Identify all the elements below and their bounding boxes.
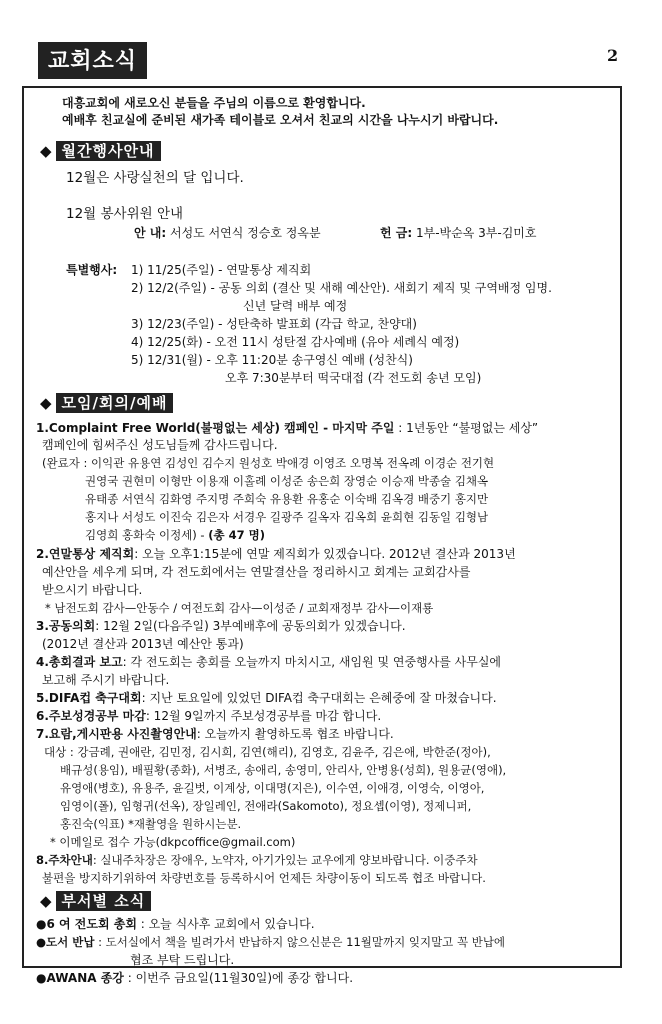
meeting-line: 예산안을 세우게 되며, 각 전도회에서는 연말결산을 정리하시고 회계는 교회감사를 xyxy=(42,565,471,579)
meeting-line: 유태종 서연식 김화영 주지명 주희숙 유용환 유홍순 이숙배 김옥경 배중기 홍지만 xyxy=(85,492,489,506)
volunteers-title: 12월 봉사위원 안내 xyxy=(66,206,184,222)
page-title: 교회소식 xyxy=(38,42,147,79)
meeting-line: 대상 : 강금례, 권애란, 김민정, 김시희, 김연(해리), 김영호, 김윤주, 김은애, 박한준(정아), xyxy=(44,745,491,759)
meeting-line: 유영애(병호), 유용주, 윤길벗, 이계상, 이대명(지은), 이수연, 이애경, 이영숙, 이영아, xyxy=(60,781,485,795)
meeting-line: * 남전도회 감사—안동수 / 여전도회 감사—이성준 / 교회재정부 감사—이재룡 xyxy=(45,601,434,615)
meeting-line: 불편을 방지하기위하여 차량번호를 등록하시어 언제든 차량이동이 되도록 협조 바랍니다. xyxy=(42,871,486,885)
events-label: 특별행사: xyxy=(66,263,118,277)
meeting-line: 임영이(폴), 임형귀(선옥), 장일레인, 전애라(Sakomoto), 정요셉(이영), 정제니퍼, xyxy=(60,799,472,813)
event-item: 2) 12/2(주일) - 공동 의회 (결산 및 새해 예산안). 새회기 제직 및 구역배정 임명. xyxy=(131,281,552,295)
meeting-line: (완료자 : 이익관 유용연 김성인 김수지 원성호 박애경 이영조 오명복 전옥례 이경순 전기현 xyxy=(42,456,495,470)
diamond-icon: ◆ xyxy=(40,892,52,910)
meeting-line: 홍진숙(익표) *재촬영을 원하시는분. xyxy=(60,817,242,831)
offering-row: 헌 금: 1부-박순옥 3부-김미호 xyxy=(380,226,537,240)
event-item: 오후 7:30분부터 떡국대접 (각 전도회 송년 모임) xyxy=(225,371,482,385)
meeting-item-4: 4.총회결과 보고: 각 전도회는 총회를 오늘까지 마치시고, 새임원 및 연중행사를 사무실에 xyxy=(36,655,501,669)
meeting-line: 보고해 주시기 바랍니다. xyxy=(42,673,170,687)
monthly-theme: 12월은 사랑실천의 달 입니다. xyxy=(66,170,244,186)
event-item: 3) 12/23(주일) - 성탄축하 발표회 (각급 학교, 찬양대) xyxy=(131,317,417,331)
department-item: ●6 여 전도회 총회 : 오늘 식사후 교회에서 있습니다. xyxy=(36,917,315,931)
event-item: 5) 12/31(월) - 오후 11:20분 송구영신 예배 (성찬식) xyxy=(131,353,413,367)
diamond-icon: ◆ xyxy=(40,142,52,160)
usher-row: 안 내: 서성도 서연식 정승호 정옥분 xyxy=(134,226,321,240)
meeting-item-5: 5.DIFA컵 축구대회: 지난 토요일에 있었던 DIFA컵 축구대회는 은혜중에 잘 마쳤습니다. xyxy=(36,691,497,705)
diamond-icon: ◆ xyxy=(40,394,52,412)
meeting-item-1: 1.Complaint Free World(불평없는 세상) 캠페인 - 마지막 주일 : 1년동안 “불평없는 세상” xyxy=(36,421,539,435)
event-item: 신년 달력 배부 예정 xyxy=(243,299,348,313)
section-heading-monthly: ◆ 월간행사안내 xyxy=(40,140,161,161)
welcome-line: 예배후 친교실에 준비된 새가족 테이블로 오셔서 친교의 시간을 나누시기 바랍니다. xyxy=(62,113,499,127)
meeting-item-8: 8.주차안내: 실내주차장은 장애우, 노약자, 아기가있는 교우에게 양보바랍니다. 이중주차 xyxy=(36,853,478,867)
section-heading-departments: ◆ 부서별 소식 xyxy=(40,890,151,911)
meeting-line: 권영국 권현미 이형만 이용재 이홀례 이성준 송은희 장영순 이승재 박종술 김채옥 xyxy=(85,474,489,488)
meeting-item-7: 7.요람,게시판용 사진촬영안내: 오늘까지 촬영하도록 협조 바랍니다. xyxy=(36,727,394,741)
meeting-line: 받으시기 바랍니다. xyxy=(42,583,143,597)
department-item: ●AWANA 종강 : 이번주 금요일(11월30일)에 종강 합니다. xyxy=(36,971,354,985)
page-number: 2 xyxy=(607,46,619,65)
meeting-line: 배규성(용임), 배필황(종화), 서병조, 송애리, 송영미, 안리사, 안병용(성희), 원용균(영애), xyxy=(60,763,507,777)
section-heading-meetings: ◆ 모임/회의/예배 xyxy=(40,392,173,413)
welcome-message xyxy=(62,95,498,129)
department-line: 협조 부탁 드립니다. xyxy=(130,953,235,967)
meeting-item-2: 2.연말통상 제직회: 오늘 오후1:15분에 연말 제직회가 있겠습니다. 2012년 결산과 2013년 xyxy=(36,547,516,561)
department-item: ●도서 반납 : 도서실에서 책을 빌려가서 반납하지 않으신분은 11월말까지 잊지말고 꼭 반납에 xyxy=(36,935,506,949)
meeting-line: 캠페인에 힘써주신 성도님들께 감사드립니다. xyxy=(42,438,278,452)
welcome-line: 대흥교회에 새로오신 분들을 주님의 이름으로 환영합니다. xyxy=(62,96,366,110)
meeting-line: (2012년 결산과 2013년 예산안 통과) xyxy=(42,637,244,651)
event-item: 1) 11/25(주일) - 연말통상 제직회 xyxy=(131,263,312,277)
event-item: 4) 12/25(화) - 오전 11시 성탄절 감사예배 (유아 세례식 예정) xyxy=(131,335,460,349)
meeting-line: 김영희 홍화숙 이정세) - (총 47 명) xyxy=(85,528,265,542)
meeting-item-3: 3.공동의회: 12월 2일(다음주일) 3부예배후에 공동의회가 있겠습니다. xyxy=(36,619,406,633)
meeting-line: 홍지나 서성도 이진숙 김은자 서경우 길광주 길옥자 김옥희 윤희현 김동일 김형남 xyxy=(85,510,489,524)
meeting-line: * 이메일로 접수 가능(dkpcoffice@gmail.com) xyxy=(50,835,296,849)
meeting-item-6: 6.주보성경공부 마감: 12월 9일까지 주보성경공부를 마감 합니다. xyxy=(36,709,382,723)
